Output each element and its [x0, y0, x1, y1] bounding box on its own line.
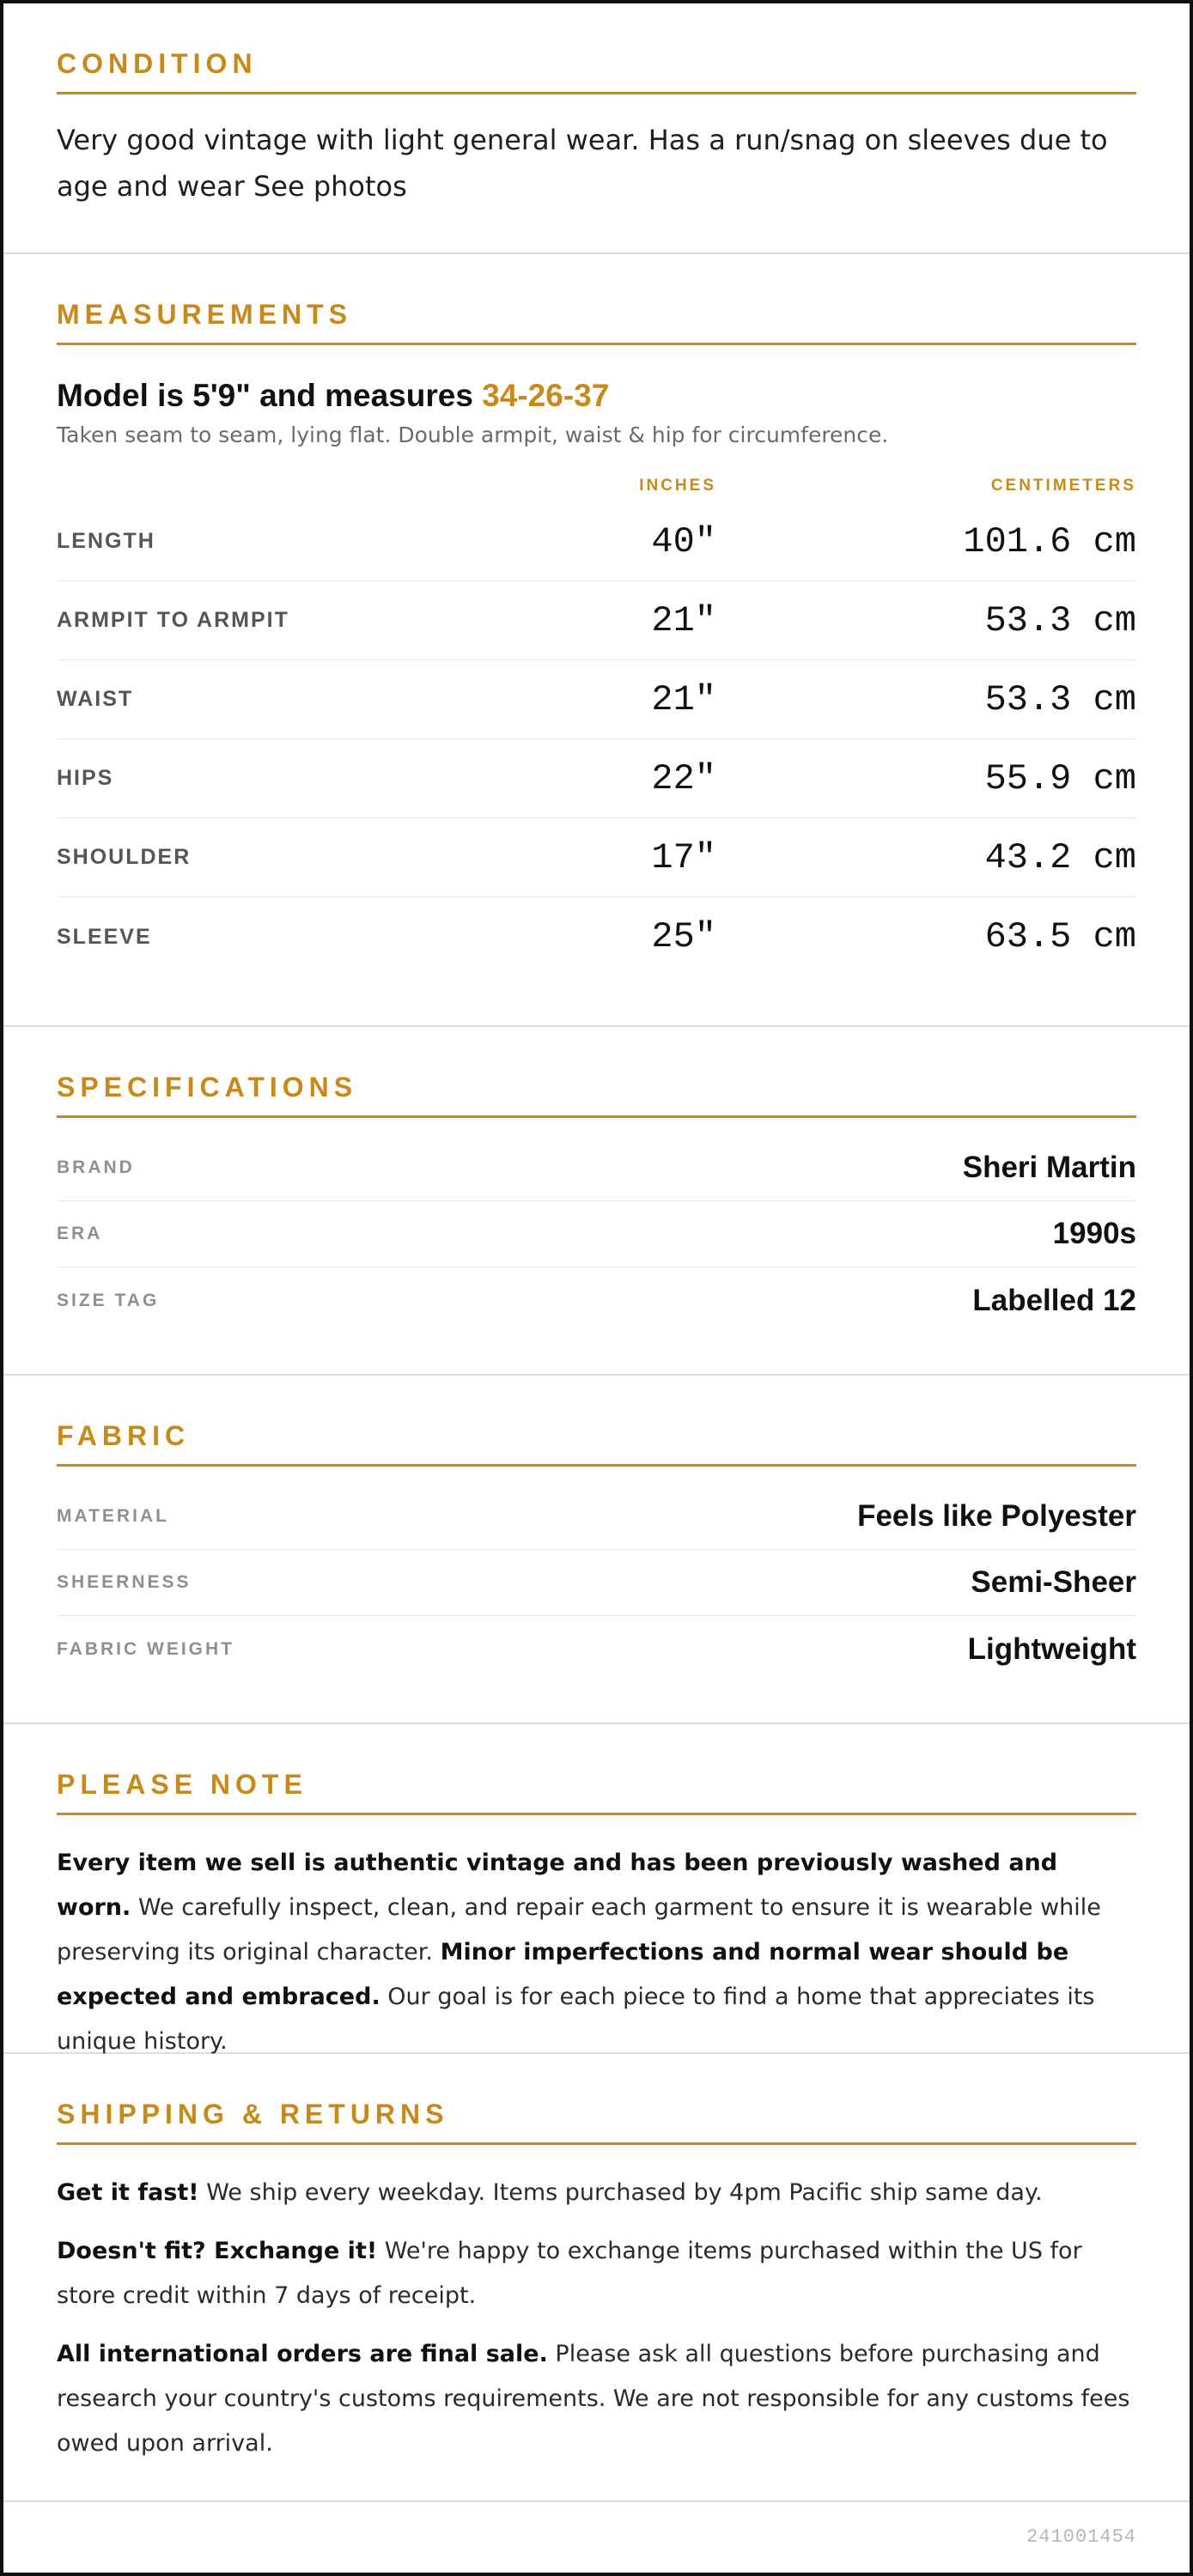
measurement-inches: 22" — [651, 757, 716, 799]
measurement-cm: 101.6 cm — [963, 520, 1136, 562]
spec-row-size-tag — [57, 1267, 1136, 1334]
measurement-inches: 17" — [651, 836, 716, 878]
measurement-label: SHOULDER — [57, 845, 192, 869]
measurement-label: SLEEVE — [57, 924, 152, 949]
measurement-label: HIPS — [57, 766, 114, 790]
measurement-cm: 55.9 cm — [984, 757, 1136, 799]
measurement-cm: 43.2 cm — [984, 836, 1136, 878]
spec-value: Sheri Martin — [962, 1151, 1136, 1184]
measurement-row-armpit — [57, 581, 1136, 660]
measurement-note: Taken seam to seam, lying flat. Double armpit, waist & hip for circumference. — [57, 422, 889, 447]
centimeters-header: CENTIMETERS — [990, 477, 1136, 495]
shipping-bold: Get it fast! — [57, 2179, 199, 2206]
footer — [3, 2502, 1190, 2571]
measurement-inches: 40" — [651, 520, 716, 562]
fabric-key: FABRIC WEIGHT — [57, 1638, 234, 1659]
shipping-paragraph-international — [57, 2332, 1136, 2466]
specifications-title: SPECIFICATIONS — [57, 1072, 1136, 1118]
measurement-row-hips — [57, 739, 1136, 818]
condition-text: Very good vintage with light general wear. Has a run/snag on sleeves due to age and wear See photos — [57, 124, 1108, 203]
measurement-label: WAIST — [57, 687, 134, 711]
spec-key: SIZE TAG — [57, 1290, 160, 1310]
specifications-section — [3, 1027, 1190, 1376]
measurement-inches: 21" — [651, 678, 716, 720]
specifications-list — [57, 1135, 1136, 1334]
note-bold-2: Minor imperfections and normal wear should be expected and embraced. — [57, 1939, 1069, 2010]
measurement-table — [57, 502, 1136, 976]
fabric-title: FABRIC — [57, 1420, 1136, 1467]
spec-row-era — [57, 1201, 1136, 1267]
note-bold-1: Every item we sell is authentic vintage and has been previously washed and worn. — [57, 1850, 1058, 1921]
shipping-text: We're happy to exchange items purchased within the US for store credit within 7 days of receipt. — [57, 2238, 1082, 2309]
measurements-title: MEASUREMENTS — [57, 299, 1136, 345]
fabric-row-sheerness — [57, 1550, 1136, 1616]
fabric-section — [3, 1376, 1190, 1724]
fabric-value: Lightweight — [967, 1631, 1136, 1666]
measurement-label: LENGTH — [57, 529, 155, 553]
measurements-section — [3, 254, 1190, 1027]
condition-title: CONDITION — [57, 48, 1136, 94]
shipping-title: SHIPPING & RETURNS — [57, 2099, 1136, 2145]
fabric-row-weight — [57, 1616, 1136, 1682]
fabric-value: Feels like Polyester — [857, 1499, 1136, 1533]
measurement-cm: 53.3 cm — [984, 678, 1136, 720]
please-note-text — [57, 1841, 1136, 2064]
note-text-1: We carefully inspect, clean, and repair each garment to ensure it is wearable while preserving its original character. — [57, 1894, 1101, 1965]
measurement-inches: 21" — [651, 599, 716, 641]
spec-key: ERA — [57, 1224, 103, 1243]
measurement-label: ARMPIT TO ARMPIT — [57, 608, 289, 632]
measurement-row-waist — [57, 660, 1136, 739]
note-text-2: Our goal is for each piece to find a home that appreciates its unique history. — [57, 1984, 1095, 2055]
inches-header: INCHES — [639, 477, 716, 495]
fabric-value: Semi-Sheer — [971, 1565, 1136, 1599]
spec-row-brand — [57, 1135, 1136, 1201]
sku-number: 241001454 — [1026, 2525, 1136, 2548]
model-line — [57, 378, 1136, 414]
fabric-key: SHEERNESS — [57, 1572, 192, 1592]
condition-section — [3, 3, 1190, 254]
model-measurements: 34-26-37 — [482, 378, 610, 413]
fabric-list — [57, 1484, 1136, 1682]
measurement-row-sleeve — [57, 897, 1136, 976]
shipping-paragraph-fast — [57, 2171, 1136, 2215]
model-line-prefix: Model is 5'9" and measures — [57, 378, 483, 413]
shipping-bold: Doesn't fit? Exchange it! — [57, 2238, 378, 2264]
shipping-text: We ship every weekday. Items purchased by 4pm Pacific ship same day. — [198, 2179, 1043, 2206]
spec-value: Labelled 12 — [972, 1283, 1136, 1317]
shipping-bold: All international orders are final sale. — [57, 2341, 548, 2367]
please-note-title: PLEASE NOTE — [57, 1769, 1136, 1815]
fabric-key: MATERIAL — [57, 1506, 169, 1526]
shipping-paragraph-exchange — [57, 2229, 1136, 2318]
please-note-section — [3, 1724, 1190, 2054]
shipping-text: Please ask all questions before purchasing and research your country's customs requirements. We are not responsible for any customs fees owed upon arrival. — [57, 2341, 1130, 2457]
shipping-section — [3, 2054, 1190, 2502]
spec-key: BRAND — [57, 1157, 135, 1177]
spec-value: 1990s — [1052, 1217, 1136, 1250]
measurement-inches: 25" — [651, 916, 716, 957]
fabric-row-material — [57, 1484, 1136, 1550]
measurement-row-shoulder — [57, 818, 1136, 897]
measurement-cm: 53.3 cm — [984, 599, 1136, 641]
measurement-cm: 63.5 cm — [984, 916, 1136, 957]
measurement-row-length — [57, 502, 1136, 581]
measurement-column-headers — [57, 477, 1136, 495]
